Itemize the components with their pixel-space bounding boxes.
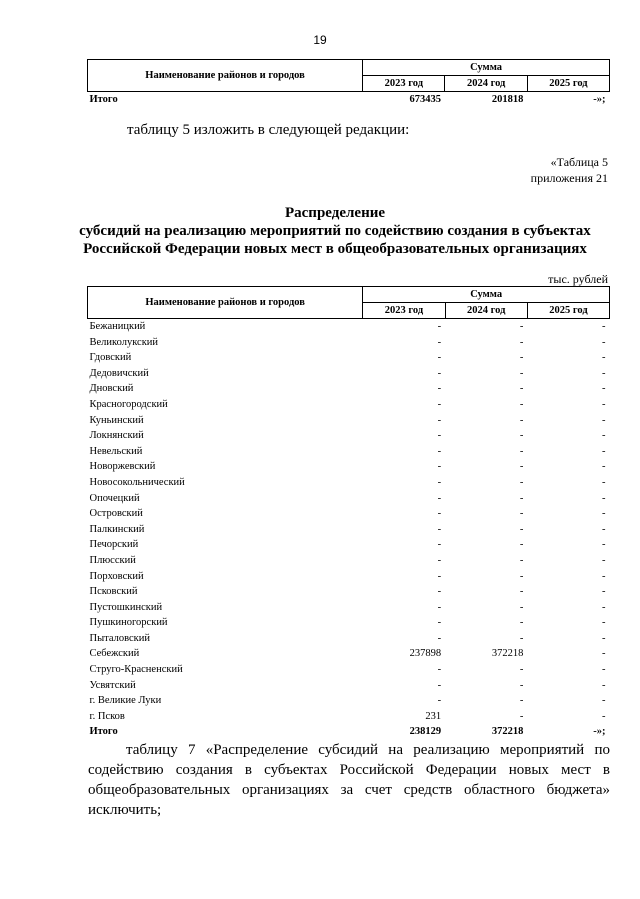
total-label: Итого (89, 94, 118, 105)
value-2023: - (437, 508, 442, 520)
value-2024: - (519, 664, 524, 676)
table-row (88, 319, 610, 335)
district-name: Бежаницкий (89, 321, 146, 332)
table-caption: «Таблица 5 (550, 155, 608, 169)
value-2023: - (437, 414, 442, 426)
header-year: 2023 год (363, 76, 445, 92)
value-2024: - (519, 461, 524, 473)
header-year: 2025 год (527, 303, 609, 319)
total-2023: 238129 (409, 726, 442, 738)
value-2025: - (602, 461, 606, 473)
header-year: 2025 год (527, 76, 609, 92)
closing-text (88, 740, 610, 820)
value-2025: - (602, 695, 606, 707)
value-2024: - (519, 321, 524, 332)
value-2025: - (602, 383, 606, 395)
unit-label: тыс. рублей (548, 272, 608, 286)
value-2023: 231 (425, 710, 442, 722)
district-name: Опочецкий (89, 492, 140, 504)
table-row (88, 413, 610, 429)
value-2025: - (602, 570, 606, 582)
header-year: 2024 год (445, 303, 527, 319)
table-row (88, 335, 610, 351)
district-name: Великолукский (89, 336, 159, 348)
table-row (88, 615, 610, 631)
value-2024: - (519, 632, 524, 644)
value-2023: - (437, 632, 442, 644)
value-2023: - (437, 695, 442, 707)
value-2023: - (437, 367, 442, 379)
table-row (88, 646, 610, 662)
value-2024: - (519, 679, 524, 691)
table-row (88, 381, 610, 397)
table-row (88, 537, 610, 553)
value-2023: - (437, 523, 442, 535)
total-row (88, 92, 610, 108)
value-2025: - (602, 601, 606, 613)
total-2023: 673435 (409, 94, 441, 105)
header-year: 2023 год (363, 303, 445, 319)
table-row (88, 584, 610, 600)
value-2025: - (602, 336, 606, 348)
closing-text-content: таблицу 7 «Распределение субсидий на реализацию мероприятий по содействию создания в субъектах Российской Федерации новых мест в общеобразовательных организациях за счет средств областного бюджета» исключить; (88, 742, 610, 818)
district-name: Струго-Красненский (89, 664, 183, 676)
district-name: Псковский (89, 586, 138, 598)
table-row (88, 475, 610, 491)
value-2024: - (519, 336, 524, 348)
district-name: Островский (89, 508, 143, 520)
value-2023: - (437, 539, 442, 551)
value-2025: - (602, 476, 606, 488)
district-name: Красногородский (89, 398, 168, 410)
district-name: Палкинский (89, 523, 145, 535)
value-2023: - (437, 664, 442, 676)
value-2025: - (602, 632, 606, 644)
district-name: Локнянский (89, 430, 144, 442)
total-row (88, 724, 610, 740)
value-2024: 372218 (491, 648, 524, 660)
value-2023: - (437, 492, 442, 504)
value-2024: - (519, 383, 524, 395)
value-2025: - (602, 554, 606, 566)
header-sum: Сумма (363, 287, 610, 303)
district-name: Печорский (89, 539, 139, 551)
total-2024: 201818 (491, 94, 524, 105)
value-2025: - (602, 430, 606, 442)
value-2024: - (519, 476, 524, 488)
district-name: Пыталовский (89, 632, 150, 644)
header-year: 2024 год (445, 76, 527, 92)
table-row (88, 444, 610, 460)
value-2025: - (602, 398, 606, 410)
value-2024: - (519, 710, 524, 722)
table-row (88, 491, 610, 507)
value-2023: - (437, 586, 442, 598)
intro-text: таблицу 5 изложить в следующей редакции: (127, 122, 410, 138)
value-2023: 237898 (409, 648, 442, 660)
value-2025: - (602, 648, 606, 660)
header-name: Наименование районов и городов (88, 60, 363, 92)
value-2025: - (602, 523, 606, 535)
table-row (88, 459, 610, 475)
value-2024: - (519, 523, 524, 535)
value-2025: - (602, 445, 606, 457)
table-caption-appendix: приложения 21 (530, 171, 608, 185)
value-2024: - (519, 554, 524, 566)
value-2023: - (437, 570, 442, 582)
value-2025: - (602, 367, 606, 379)
value-2024: - (519, 445, 524, 457)
value-2024: - (519, 570, 524, 582)
district-name: Невельский (89, 445, 143, 457)
district-name: Порховский (89, 570, 144, 582)
value-2023: - (437, 617, 442, 629)
district-name: г. Псков (89, 710, 125, 722)
table-row (88, 631, 610, 647)
value-2023: - (437, 476, 442, 488)
table-row (88, 522, 610, 538)
value-2023: - (437, 336, 442, 348)
table-row (88, 428, 610, 444)
value-2024: - (519, 367, 524, 379)
district-name: Усвятский (89, 679, 136, 691)
total-2025: -»; (593, 94, 606, 105)
table-row (88, 709, 610, 725)
value-2023: - (437, 352, 442, 364)
district-name: Себежский (89, 648, 140, 660)
main-table-body (88, 319, 610, 741)
value-2024: - (519, 617, 524, 629)
value-2024: - (519, 398, 524, 410)
value-2024: - (519, 586, 524, 598)
district-name: г. Великие Луки (89, 695, 162, 707)
district-name: Дедовичский (89, 367, 149, 379)
value-2024: - (519, 508, 524, 520)
header-name: Наименование районов и городов (88, 287, 363, 319)
page-number: 19 (313, 33, 327, 47)
value-2025: - (602, 414, 606, 426)
district-name: Куньинский (89, 414, 144, 426)
value-2024: - (519, 601, 524, 613)
table-row (88, 506, 610, 522)
value-2025: - (602, 679, 606, 691)
value-2025: - (602, 664, 606, 676)
top-table (87, 59, 610, 108)
total-2024: 372218 (491, 726, 524, 738)
value-2024: - (519, 539, 524, 551)
table-row (88, 662, 610, 678)
district-name: Новоржевский (89, 461, 156, 473)
value-2024: - (519, 695, 524, 707)
value-2023: - (437, 554, 442, 566)
table-row (88, 569, 610, 585)
value-2023: - (437, 461, 442, 473)
total-label: Итого (89, 726, 118, 738)
value-2025: - (602, 492, 606, 504)
value-2024: - (519, 352, 524, 364)
value-2024: - (519, 492, 524, 504)
table-row (88, 600, 610, 616)
value-2025: - (602, 617, 606, 629)
district-name: Новосокольнический (89, 476, 185, 488)
total-2025: -»; (593, 726, 606, 738)
value-2025: - (602, 508, 606, 520)
table-row (88, 366, 610, 382)
table-row (88, 678, 610, 694)
value-2023: - (437, 398, 442, 410)
value-2025: - (602, 352, 606, 364)
value-2024: - (519, 430, 524, 442)
value-2025: - (602, 710, 606, 722)
main-table (87, 286, 610, 740)
table-row (88, 350, 610, 366)
value-2023: - (437, 679, 442, 691)
table-row (88, 397, 610, 413)
district-name: Пушкиногорский (89, 617, 168, 629)
district-name: Плюсский (89, 554, 136, 566)
title-line-1: Распределение (284, 205, 386, 221)
value-2024: - (519, 414, 524, 426)
district-name: Пустошкинский (89, 601, 163, 613)
header-sum: Сумма (363, 60, 610, 76)
title-line-3: Российской Федерации новых мест в общеобразовательных организациях (83, 241, 587, 257)
table-row (88, 553, 610, 569)
district-name: Гдовский (89, 352, 132, 364)
district-name: Дновский (89, 383, 134, 395)
title-line-2: субсидий на реализацию мероприятий по содействию создания в субъектах (79, 223, 591, 239)
table-row (88, 693, 610, 709)
value-2025: - (602, 539, 606, 551)
value-2023: - (437, 321, 442, 332)
value-2023: - (437, 430, 442, 442)
value-2023: - (437, 383, 442, 395)
value-2023: - (437, 601, 442, 613)
value-2025: - (602, 586, 606, 598)
value-2023: - (437, 445, 442, 457)
value-2025: - (602, 321, 606, 332)
